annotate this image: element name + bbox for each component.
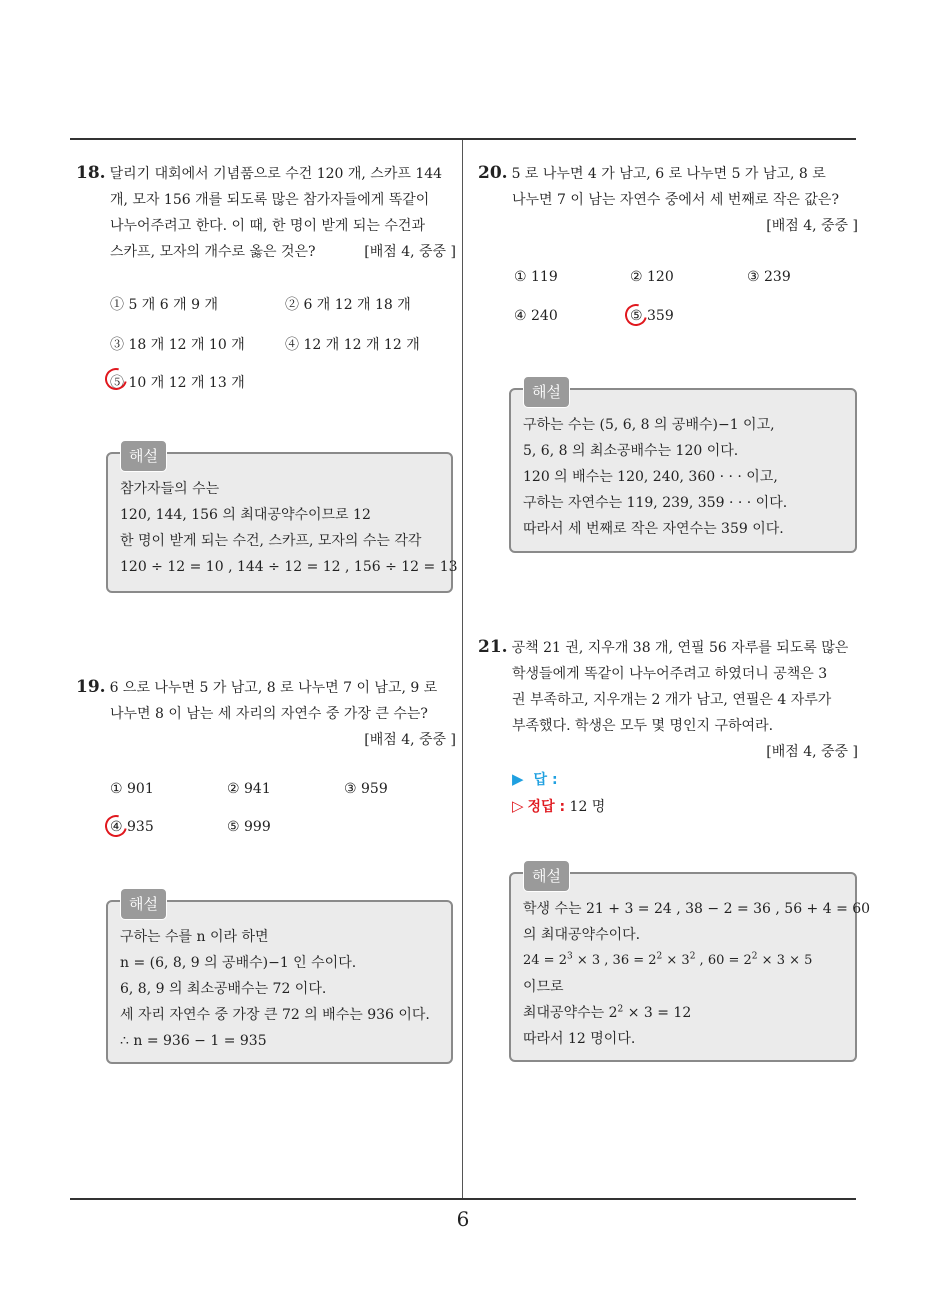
q19-solution-box: [106, 895, 453, 1064]
q18-solution-tag: 해설: [120, 440, 167, 472]
q19-choice-5[interactable]: ⑤ 999: [227, 819, 271, 835]
q19-solution-line-4: 세 자리 자연수 중 가장 큰 72 의 배수는 936 이다.: [120, 1007, 430, 1023]
q20-line-2: 나누면 7 이 남는 자연수 중에서 세 번째로 작은 값은?: [512, 192, 839, 208]
q19-line-1: 19. 6 으로 나누면 5 가 남고, 8 로 나누면 7 이 남고, 9 로: [76, 677, 438, 697]
q19-solution-line-5: ∴ n = 936 − 1 = 935: [120, 1033, 267, 1049]
q20-line-1: 20. 5 로 나누면 4 가 남고, 6 로 나누면 5 가 남고, 8 로: [478, 163, 826, 183]
q18-choice-4[interactable]: ④ 12 개 12 개 12 개: [285, 337, 420, 353]
question-20: [478, 160, 858, 239]
question-21: [478, 634, 858, 765]
q21-solution-tag: 해설: [523, 860, 570, 892]
answer-circle-mark: [621, 300, 651, 330]
q21-correct-row: [512, 793, 605, 820]
q20-solution-tag: 해설: [523, 376, 570, 408]
bottom-rule: [70, 1198, 856, 1200]
q18-line-2: 개, 모자 156 개를 되도록 많은 참가자들에게 똑같이: [110, 192, 430, 208]
q21-line-3: 권 부족하고, 지우개는 2 개가 남고, 연필은 4 자루가: [512, 692, 832, 708]
q20-meta: [배점 4, 중중 ]: [766, 218, 858, 234]
q21-solution-line-4: 이므로: [523, 979, 564, 995]
top-rule: [70, 138, 856, 140]
q21-solution-line-2: 의 최대공약수이다.: [523, 927, 641, 943]
question-19: [76, 674, 456, 753]
q21-solution-line-6: 따라서 12 명이다.: [523, 1031, 636, 1047]
q19-number: 19.: [76, 677, 106, 697]
q21-line-2: 학생들에게 똑같이 나누어주려고 하였더니 공책은 3: [512, 666, 828, 682]
outline-triangle-icon: ▷: [512, 797, 524, 815]
play-triangle-icon: ▶: [512, 770, 524, 788]
q21-answer-row[interactable]: [512, 766, 605, 793]
q19-solution-line-2: n = (6, 8, 9 의 공배수)−1 인 수이다.: [120, 955, 357, 971]
q20-choice-4[interactable]: ④ 240: [514, 308, 558, 324]
q19-solution-tag: 해설: [120, 888, 167, 920]
q18-solution-line-4: 120 ÷ 12 = 10 , 144 ÷ 12 = 12 , 156 ÷ 12 = 13: [120, 559, 458, 575]
q19-choice-1[interactable]: ① 901: [110, 781, 154, 797]
q18-solution-line-3: 한 명이 받게 되는 수건, 스카프, 모자의 수는 각각: [120, 533, 422, 549]
q21-correct-value: 12 명: [569, 799, 606, 815]
q20-choice-3[interactable]: ③ 239: [747, 269, 791, 285]
q21-line-4: 부족했다. 학생은 모두 몇 명인지 구하여라.: [512, 718, 774, 734]
q21-line-1: 21. 공책 21 권, 지우개 38 개, 연필 56 자루를 되도록 많은: [478, 637, 849, 657]
q19-line-2: 나누면 8 이 남는 세 자리의 자연수 중 가장 큰 수는?: [110, 706, 428, 722]
q18-number: 18.: [76, 163, 106, 183]
q18-line-4: 스카프, 모자의 개수로 옳은 것은? [배점 4, 중중 ]: [76, 239, 456, 265]
q20-solution-line-4: 구하는 자연수는 119, 239, 359 · · · 이다.: [523, 495, 788, 511]
q20-choice-2[interactable]: ② 120: [630, 269, 674, 285]
q20-number: 20.: [478, 163, 508, 183]
q20-solution-line-5: 따라서 세 번째로 작은 자연수는 359 이다.: [523, 521, 784, 537]
q20-choice-1[interactable]: ① 119: [514, 269, 558, 285]
question-18: [76, 160, 456, 265]
answer-circle-mark: [101, 811, 131, 841]
q19-meta: [배점 4, 중중 ]: [364, 732, 456, 748]
q20-choice-5[interactable]: ⑤ 359: [630, 308, 674, 324]
q20-solution-line-1: 구하는 수는 (5, 6, 8 의 공배수)−1 이고,: [523, 417, 775, 433]
q18-choice-1[interactable]: ① 5 개 6 개 9 개: [110, 297, 218, 313]
q21-number: 21.: [478, 637, 508, 657]
q18-solution-line-1: 참가자들의 수는: [120, 481, 220, 497]
q21-solution-line-3: $24 = 2^3 \times 3$ , $36 = 2^2 \times 3^2$ , $60 = 2^2 \times 3 \times 5$: [523, 951, 813, 968]
q19-solution-line-3: 6, 8, 9 의 최소공배수는 72 이다.: [120, 981, 327, 997]
q18-choice-2[interactable]: ② 6 개 12 개 18 개: [285, 297, 411, 313]
q21-solution-line-5: 최대공약수는 $2^2 \times 3 = 12$: [523, 1004, 692, 1021]
q20-solution-line-2: 5, 6, 8 의 최소공배수는 120 이다.: [523, 443, 739, 459]
q19-choice-3[interactable]: ③ 959: [344, 781, 388, 797]
q18-choice-5[interactable]: ⑤ 10 개 12 개 13 개: [110, 372, 245, 392]
q21-correct-label: 정답 :: [527, 799, 566, 815]
q18-solution-box: [106, 447, 458, 593]
q19-solution-line-1: 구하는 수를 n 이라 하면: [120, 929, 269, 945]
q21-answer-label: 답 :: [533, 772, 558, 788]
q18-choice-3[interactable]: ③ 18 개 12 개 10 개: [110, 337, 245, 353]
q18-line-3: 나누어주려고 한다. 이 때, 한 명이 받게 되는 수건과: [110, 218, 425, 234]
q18-meta: [배점 4, 중중 ]: [364, 244, 456, 260]
q19-choice-4[interactable]: ④ 935: [110, 819, 154, 835]
page-number: 6: [456, 1207, 470, 1231]
q21-answer-area: [512, 766, 605, 820]
q21-solution-box: [509, 867, 871, 1062]
q21-solution-line-1: 학생 수는 21 + 3 = 24 , 38 − 2 = 36 , 56 + 4 = 60: [523, 901, 871, 917]
q19-choice-2[interactable]: ② 941: [227, 781, 271, 797]
q18-line-1: 18. 달리기 대회에서 기념품으로 수건 120 개, 스카프 144: [76, 163, 443, 183]
q20-solution-box: [509, 383, 857, 553]
q20-solution-line-3: 120 의 배수는 120, 240, 360 · · · 이고,: [523, 469, 778, 485]
column-divider: [462, 140, 463, 1198]
q18-solution-line-2: 120, 144, 156 의 최대공약수이므로 12: [120, 507, 371, 523]
q21-meta: [배점 4, 중중 ]: [766, 744, 858, 760]
